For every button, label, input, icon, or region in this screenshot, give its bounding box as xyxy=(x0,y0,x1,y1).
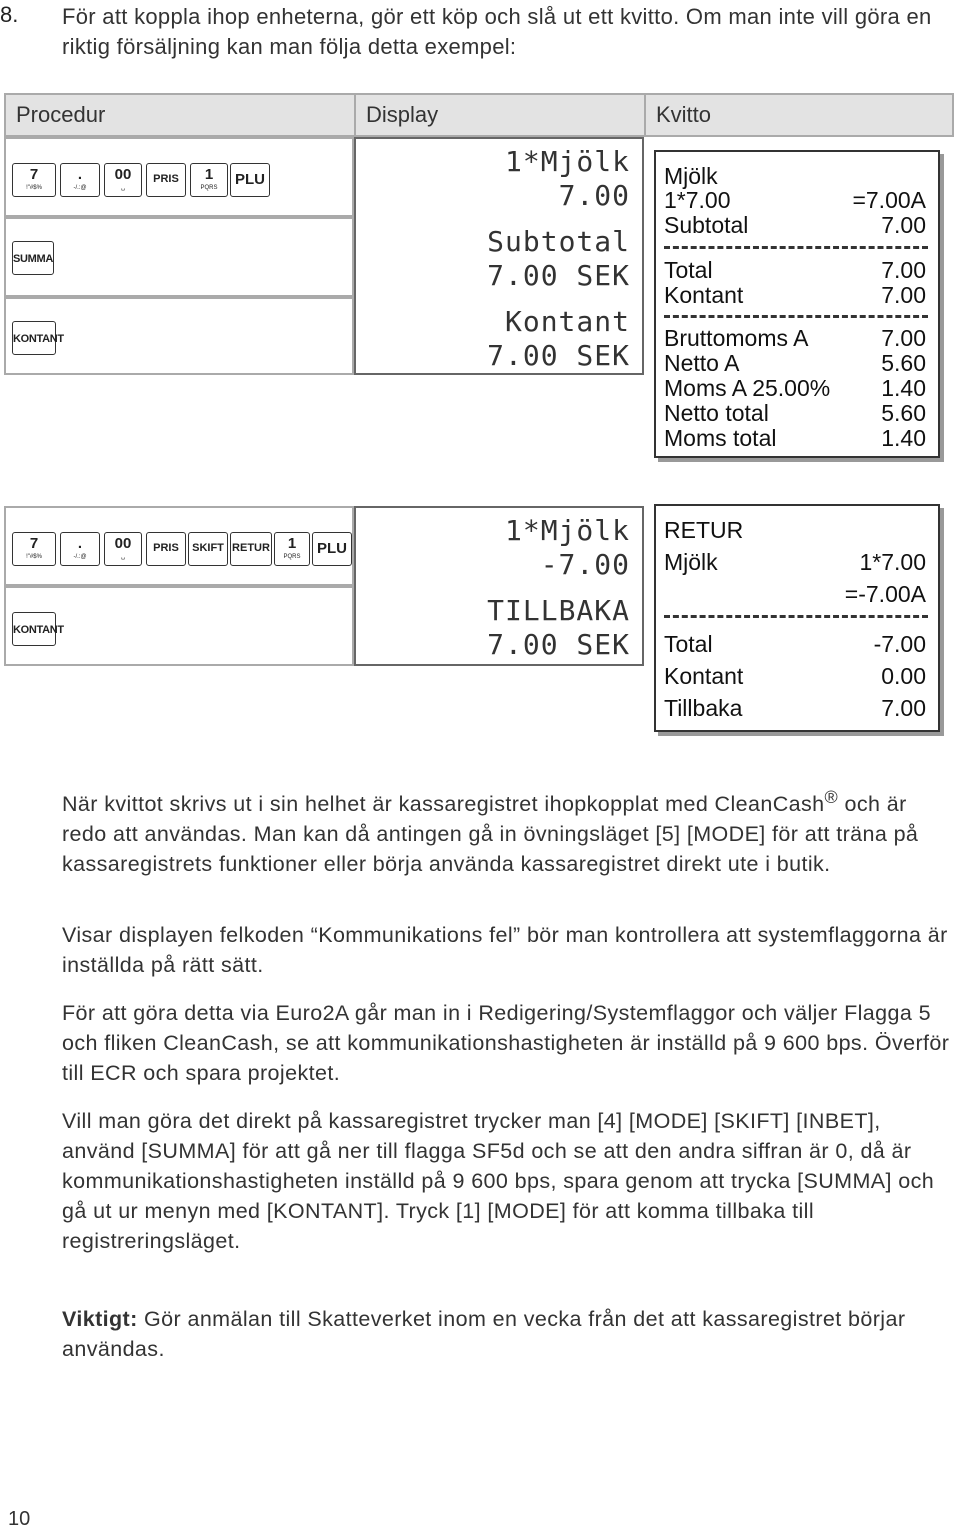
receipt-value: 7.00 xyxy=(881,325,926,351)
receipt-row xyxy=(664,632,926,656)
procedure-row-4 xyxy=(4,506,354,586)
receipt-label: Netto total xyxy=(664,400,769,426)
key-00-label: 00 xyxy=(114,535,132,552)
key-00 xyxy=(104,163,142,197)
receipt-item-name: Mjölk xyxy=(664,549,718,575)
key-retur: RETUR xyxy=(230,532,272,566)
display-line: 1*Mjölk xyxy=(504,514,630,547)
paragraph-text: Gör anmälan till Skatteverket inom en vecka från det att kassaregistret börjar användas. xyxy=(62,1307,906,1361)
key-7-label: 7 xyxy=(29,166,39,183)
key-7 xyxy=(12,532,56,566)
display-line: 7.00 xyxy=(558,179,630,212)
receipt-label: Moms A 25.00% xyxy=(664,375,831,401)
receipt-divider xyxy=(664,615,928,618)
receipt-label: Netto A xyxy=(664,350,740,376)
key-dot-sublabel: -/.:@ xyxy=(73,554,87,560)
procedure-row-5 xyxy=(4,586,354,666)
step-number: 8. xyxy=(0,2,19,27)
receipt-example-1 xyxy=(654,150,940,458)
receipt-label: Total xyxy=(664,257,713,283)
receipt-row xyxy=(664,164,926,188)
procedure-row-2 xyxy=(4,217,354,297)
display-line: Subtotal xyxy=(487,225,630,258)
key-summa: SUMMA xyxy=(12,241,54,275)
receipt-row xyxy=(664,283,926,307)
display-line: -7.00 xyxy=(540,548,630,581)
receipt-amount: =-7.00A xyxy=(844,581,926,607)
key-kontant: KONTANT xyxy=(12,321,56,355)
receipt-header: RETUR xyxy=(664,517,744,543)
key-1-label: 1 xyxy=(287,535,297,552)
display-line: 7.00 SEK xyxy=(487,339,630,372)
display-example-2 xyxy=(354,506,644,666)
receipt-value: 7.00 xyxy=(881,695,926,721)
display-line: 7.00 SEK xyxy=(487,259,630,292)
column-header-procedur: Procedur xyxy=(16,102,106,127)
receipt-value: 0.00 xyxy=(881,663,926,689)
key-00-label: 00 xyxy=(114,166,132,183)
receipt-label: Kontant xyxy=(664,663,744,689)
paragraph-euro2a-settings: För att göra detta via Euro2A går man in i Redigering/Systemflaggor och väljer Flagga 5 och fliken CleanCash, se att kommunikationshastigheten är inställd på 9 600 bps. Överför till ECR och spara projektet. xyxy=(62,1001,950,1085)
table-header xyxy=(4,93,954,137)
receipt-label: Tillbaka xyxy=(664,695,743,721)
receipt-label: Total xyxy=(664,631,713,657)
receipt-quantity: 1*7.00 xyxy=(859,549,926,575)
receipt-row xyxy=(664,351,926,375)
important-label: Viktigt: xyxy=(62,1307,138,1331)
receipt-value: 7.00 xyxy=(881,212,926,238)
column-header-kvitto: Kvitto xyxy=(656,102,712,127)
receipt-label: Kontant xyxy=(664,282,744,308)
key-7 xyxy=(12,163,56,197)
receipt-item-name: Mjölk xyxy=(664,163,718,189)
key-00 xyxy=(104,532,142,566)
key-7-label: 7 xyxy=(29,535,39,552)
key-plu: PLU xyxy=(312,532,352,566)
key-dot-label: . xyxy=(77,166,83,183)
receipt-value: 7.00 xyxy=(881,282,926,308)
receipt-value: 7.00 xyxy=(881,257,926,283)
step-intro-text: För att koppla ihop enheterna, gör ett köp och slå ut ett kvitto. Om man inte vill göra en riktig försäljning kan man följa detta exempel: xyxy=(62,4,932,59)
key-dot xyxy=(60,163,100,197)
receipt-row xyxy=(664,401,926,425)
paragraph-important xyxy=(62,1304,954,1364)
column-header-display: Display xyxy=(366,102,439,127)
paragraph-text: och är redo att användas. Man kan då antingen gå in övningsläget [5] [MODE] för att träna på kassaregistrets funktioner eller börja använda kassaregistret direkt ute i butik. xyxy=(62,792,919,877)
key-dot-label: . xyxy=(77,535,83,552)
key-pris: PRIS xyxy=(146,532,186,566)
paragraph-error-code: Visar displayen felkoden “Kommunikations fel” bör man kontrollera att systemflaggorna är inställda på rätt sätt. xyxy=(62,923,948,977)
page-number: 10 xyxy=(8,1508,31,1530)
receipt-row xyxy=(664,426,926,450)
key-00-sublabel: ␣ xyxy=(121,185,125,191)
receipt-example-2 xyxy=(654,504,940,732)
key-1-label: 1 xyxy=(204,166,214,183)
key-1 xyxy=(274,532,310,566)
key-pris: PRIS xyxy=(146,163,186,197)
procedure-row-1 xyxy=(4,137,354,217)
receipt-value: 1.40 xyxy=(881,425,926,451)
receipt-row xyxy=(664,213,926,237)
receipt-amount: =7.00A xyxy=(852,187,926,213)
receipt-label: Subtotal xyxy=(664,212,749,238)
receipt-row xyxy=(664,258,926,282)
key-kontant: KONTANT xyxy=(12,612,56,646)
key-7-sublabel: !"#$% xyxy=(26,185,42,191)
receipt-value: 1.40 xyxy=(881,375,926,401)
receipt-value: 5.60 xyxy=(881,350,926,376)
receipt-value: -7.00 xyxy=(873,631,926,657)
receipt-row xyxy=(664,696,926,720)
key-00-sublabel: ␣ xyxy=(121,554,125,560)
receipt-row xyxy=(664,188,926,212)
paragraph-text: När kvittot skrivs ut i sin helhet är kassaregistret ihopkopplat med CleanCash xyxy=(62,792,825,817)
receipt-row xyxy=(664,376,926,400)
receipt-divider xyxy=(664,246,928,249)
receipt-row xyxy=(664,582,926,606)
receipt-row xyxy=(664,550,926,574)
receipt-label: Moms total xyxy=(664,425,777,451)
display-example-1 xyxy=(354,137,644,375)
procedure-row-3 xyxy=(4,297,354,375)
display-line: 7.00 SEK xyxy=(487,628,630,661)
receipt-label: Bruttomoms A xyxy=(664,325,809,351)
key-dot-sublabel: -/.:@ xyxy=(73,185,87,191)
key-1 xyxy=(190,163,228,197)
receipt-row xyxy=(664,518,926,542)
display-line: TILLBAKA xyxy=(487,594,630,627)
paragraph-register-settings: Vill man göra det direkt på kassaregistret trycker man [4] [MODE] [SKIFT] [INBET], använd [SUMMA] för att gå ner till flagga SF5d och se att den andra siffran är 0, då är kommunikationshastigheten inställd på 9 600 bps, spara genom att trycka [SUMMA] och gå ut ur menyn med [KONTANT]. Tryck [1] [MODE] för att komma tillbaka till registreringsläget. xyxy=(62,1109,935,1253)
receipt-row xyxy=(664,664,926,688)
key-7-sublabel: !"#$% xyxy=(26,554,42,560)
key-skift: SKIFT xyxy=(188,532,228,566)
receipt-row xyxy=(664,326,926,350)
display-line: Kontant xyxy=(504,305,630,338)
key-1-sublabel: PQRS xyxy=(200,185,218,191)
key-dot xyxy=(60,532,100,566)
key-1-sublabel: PQRS xyxy=(283,554,301,560)
registered-mark: ® xyxy=(824,787,839,807)
display-line: 1*Mjölk xyxy=(504,145,630,178)
paragraph-cleancash-ready xyxy=(62,782,954,879)
receipt-value: 5.60 xyxy=(881,400,926,426)
receipt-divider xyxy=(664,315,928,318)
receipt-quantity: 1*7.00 xyxy=(664,187,731,213)
key-plu: PLU xyxy=(230,163,270,197)
